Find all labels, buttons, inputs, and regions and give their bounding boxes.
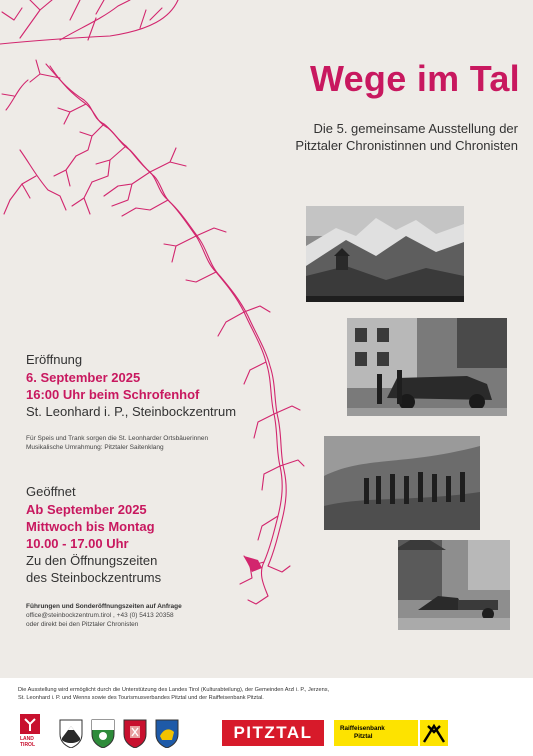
photo-horse-cart: [398, 540, 510, 630]
opening-date: 6. September 2025: [26, 370, 141, 385]
open-note-1: Zu den Öffnungszeiten: [26, 553, 158, 568]
subtitle-line-1: Die 5. gemeinsame Ausstellung der: [313, 121, 518, 136]
catering-note: [26, 434, 306, 452]
tours-heading: Führungen und Sonderöffnungszeiten auf Anfrage: [26, 603, 182, 610]
tours-contact: office@steinbockzentrum.tirol , +43 (0) 5413 20358: [26, 612, 174, 619]
catering-line-2: Musikalische Umrahmung: Pitztaler Saitenklang: [26, 444, 164, 451]
poster-subtitle: [240, 120, 518, 154]
subtitle-line-2: Pitztaler Chronistinnen und Chronisten: [295, 138, 518, 153]
sponsor-note-line-2: St. Leonhard i. P. und Wenns sowie des Tourismusverbandes Pitztal und der Raiffeisenbank Pitztal.: [18, 695, 264, 701]
photo-group-workers: [324, 436, 480, 530]
sponsor-footer: [0, 678, 533, 756]
catering-line-1: Für Speis und Trank sorgen die St. Leonharder Ortsbäuerinnen: [26, 435, 209, 442]
raiffeisen-name: Raiffeisenbank: [340, 725, 385, 732]
open-label: Geöffnet: [26, 484, 76, 499]
opening-label: Eröffnung: [26, 352, 83, 367]
tours-or: oder direkt bei den Pitztaler Chronisten: [26, 621, 139, 628]
sponsor-logos: [18, 714, 518, 750]
opening-hours-block: [26, 484, 266, 586]
opening-block: [26, 352, 296, 420]
opening-place: St. Leonhard i. P., Steinbockzentrum: [26, 404, 237, 419]
crest-wenns-icon: [154, 718, 180, 748]
sponsor-note: [18, 686, 508, 702]
open-from: Ab September 2025: [26, 502, 147, 517]
opening-time: 16:00 Uhr beim Schrofenhof: [26, 387, 200, 402]
crest-st-leonhard-icon: [122, 718, 148, 748]
raiffeisenbank-logo: [334, 720, 418, 746]
photo-mountain-valley: [306, 206, 464, 302]
raiffeisen-branch: Pitztal: [354, 733, 373, 740]
land-tirol-text: LAND TIROL: [20, 736, 35, 748]
pitztal-logo: PITZTAL: [222, 720, 324, 746]
open-hours: 10.00 - 17.00 Uhr: [26, 536, 129, 551]
photo-vintage-car: [347, 318, 507, 416]
raiffeisen-gable-cross-icon: [420, 720, 448, 746]
open-note-2: des Steinbockzentrums: [26, 570, 162, 585]
sponsor-note-line-1: Die Ausstellung wird ermöglicht durch die Unterstützung des Landes Tirol (Kulturabteilung), der Gemeinden Arzl i. P., Jerzens,: [18, 687, 330, 693]
crest-jerzens-icon: [90, 718, 116, 748]
poster-title: Wege im Tal: [309, 58, 520, 99]
land-tirol-logo: [18, 714, 44, 748]
tours-block: [26, 602, 326, 629]
open-days: Mittwoch bis Montag: [26, 519, 155, 534]
crest-arzl-icon: [58, 718, 84, 748]
